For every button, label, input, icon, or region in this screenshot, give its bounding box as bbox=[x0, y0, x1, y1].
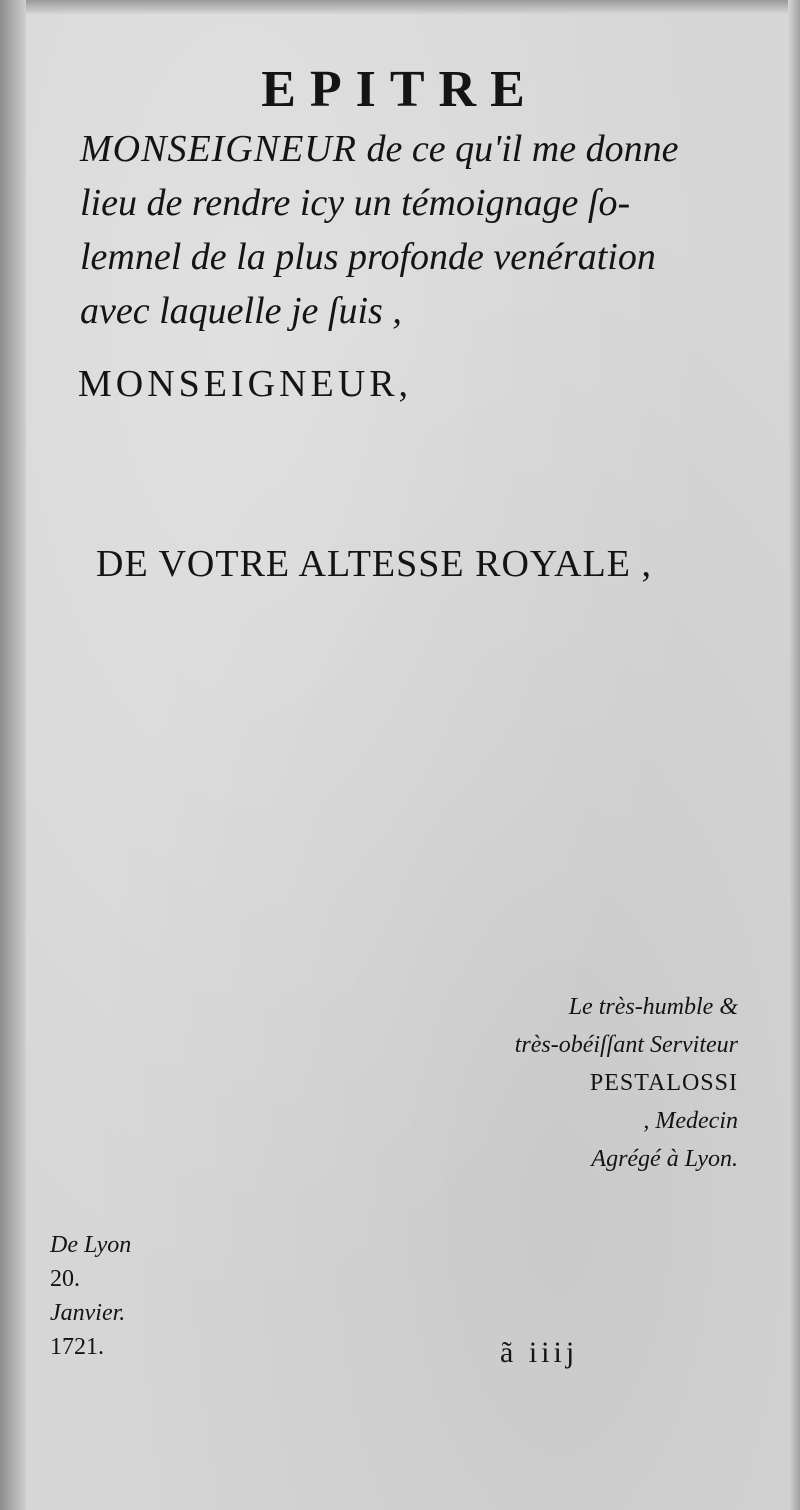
place: De Lyon bbox=[50, 1232, 132, 1258]
body-line-4: avec laquelle je ſuis , bbox=[80, 290, 402, 332]
closing-highness: DE VOTRE ALTESSE ROYALE , bbox=[96, 543, 652, 585]
body-text bbox=[80, 122, 770, 338]
printer-signature-mark: ã iiij bbox=[500, 1336, 579, 1369]
date-year: 1721. bbox=[50, 1334, 104, 1360]
signature-block bbox=[515, 988, 738, 1178]
date-line bbox=[50, 1262, 131, 1330]
page-edge-top bbox=[0, 0, 800, 14]
signature-line-2: très-obéiſſant Serviteur bbox=[514, 1032, 738, 1058]
date-month: Janvier. bbox=[50, 1300, 126, 1326]
signature-line-4: Agrégé à Lyon. bbox=[591, 1146, 738, 1172]
page-edge-right bbox=[788, 0, 800, 1510]
signer-name: PESTALOSSI bbox=[589, 1070, 738, 1096]
addressee-caps: MONSEIGNEUR bbox=[80, 128, 357, 170]
body-line-3: lemnel de la plus profonde venération bbox=[80, 236, 656, 278]
date-day: 20. bbox=[50, 1266, 80, 1292]
page-edge-left bbox=[0, 0, 26, 1510]
signature-line-3 bbox=[515, 1064, 738, 1140]
body-line-2: lieu de rendre icy un témoignage ſo- bbox=[80, 182, 631, 224]
signature-line-3-rest: , Medecin bbox=[643, 1108, 738, 1134]
place-date bbox=[50, 1228, 131, 1364]
body-line-1-text: de ce qu'il me donne bbox=[356, 128, 679, 170]
signature-line-1: Le très-humble & bbox=[568, 994, 738, 1020]
page-title: EPITRE bbox=[261, 61, 539, 118]
salutation: MONSEIGNEUR, bbox=[78, 363, 413, 405]
body-line-1 bbox=[80, 122, 770, 176]
